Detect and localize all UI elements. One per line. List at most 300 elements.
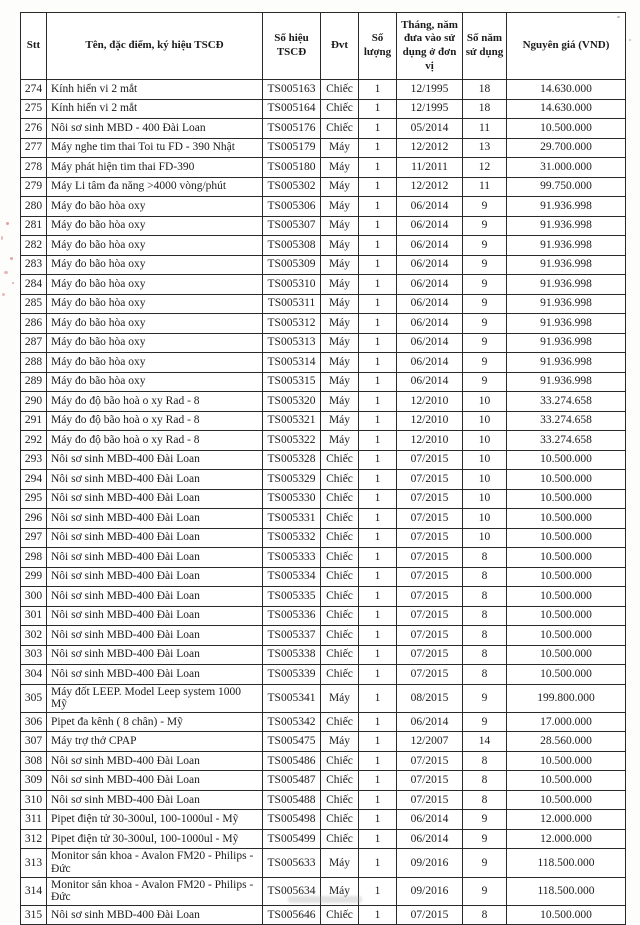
- column-header-qty: Số lượng: [359, 13, 397, 80]
- cell-date: 07/2015: [397, 548, 463, 568]
- cell-price: 17.000.000: [507, 712, 626, 732]
- cell-date: 12/2007: [397, 732, 463, 752]
- cell-qty: 1: [359, 138, 397, 158]
- cell-unit: Máy: [321, 732, 359, 752]
- cell-code: TS005164: [263, 99, 321, 119]
- cell-stt: 292: [21, 431, 47, 451]
- cell-name: Máy đo bão hòa oxy: [47, 255, 263, 275]
- scan-artifact-speck: [1, 236, 3, 240]
- cell-qty: 1: [359, 197, 397, 217]
- cell-name: Nôi sơ sinh MBD-400 Đài Loan: [47, 645, 263, 665]
- cell-name: Nôi sơ sinh MBD-400 Đài Loan: [47, 665, 263, 685]
- cell-code: TS005321: [263, 411, 321, 431]
- table-row: [21, 905, 626, 925]
- cell-code: TS005634: [263, 877, 321, 905]
- cell-unit: Máy: [321, 392, 359, 412]
- cell-years: 10: [463, 528, 507, 548]
- cell-years: 9: [463, 877, 507, 905]
- cell-price: 12.000.000: [507, 829, 626, 849]
- cell-price: 10.500.000: [507, 790, 626, 810]
- cell-stt: 285: [21, 294, 47, 314]
- cell-qty: 1: [359, 684, 397, 712]
- cell-price: 91.936.998: [507, 197, 626, 217]
- table-row: [21, 528, 626, 548]
- table-row: [21, 645, 626, 665]
- asset-table: [20, 12, 626, 925]
- cell-qty: 1: [359, 567, 397, 587]
- cell-code: TS005329: [263, 470, 321, 490]
- cell-date: 07/2015: [397, 751, 463, 771]
- cell-unit: Chiếc: [321, 771, 359, 791]
- table-row: [21, 411, 626, 431]
- cell-date: 07/2015: [397, 626, 463, 646]
- cell-code: TS005315: [263, 372, 321, 392]
- cell-years: 9: [463, 197, 507, 217]
- cell-date: 07/2015: [397, 790, 463, 810]
- cell-name: Máy đo bão hòa oxy: [47, 353, 263, 373]
- cell-name: Nôi sơ sinh MBD-400 Đài Loan: [47, 470, 263, 490]
- cell-unit: Máy: [321, 197, 359, 217]
- asset-table-header: [21, 13, 626, 80]
- cell-qty: 1: [359, 275, 397, 295]
- cell-stt: 305: [21, 684, 47, 712]
- cell-price: 91.936.998: [507, 372, 626, 392]
- cell-date: 06/2014: [397, 314, 463, 334]
- cell-code: TS005646: [263, 905, 321, 925]
- cell-unit: Chiếc: [321, 489, 359, 509]
- cell-code: TS005302: [263, 177, 321, 197]
- cell-date: 06/2014: [397, 333, 463, 353]
- column-header-code: Số hiệu TSCĐ: [263, 13, 321, 80]
- cell-name: Máy đo bão hòa oxy: [47, 372, 263, 392]
- cell-date: 12/2012: [397, 177, 463, 197]
- cell-qty: 1: [359, 548, 397, 568]
- cell-qty: 1: [359, 158, 397, 178]
- cell-name: Máy đo độ bão hoà o xy Rad - 8: [47, 411, 263, 431]
- cell-price: 10.500.000: [507, 606, 626, 626]
- cell-date: 12/1995: [397, 99, 463, 119]
- table-row: [21, 177, 626, 197]
- cell-date: 07/2015: [397, 567, 463, 587]
- cell-date: 07/2015: [397, 606, 463, 626]
- table-row: [21, 216, 626, 236]
- cell-stt: 296: [21, 509, 47, 529]
- cell-name: Máy đo độ bão hoà o xy Rad - 8: [47, 392, 263, 412]
- cell-price: 99.750.000: [507, 177, 626, 197]
- cell-qty: 1: [359, 905, 397, 925]
- cell-date: 11/2011: [397, 158, 463, 178]
- cell-stt: 277: [21, 138, 47, 158]
- cell-qty: 1: [359, 119, 397, 139]
- cell-price: 33.274.658: [507, 392, 626, 412]
- cell-date: 07/2015: [397, 509, 463, 529]
- table-row: [21, 450, 626, 470]
- cell-qty: 1: [359, 216, 397, 236]
- cell-qty: 1: [359, 771, 397, 791]
- cell-unit: Máy: [321, 353, 359, 373]
- cell-unit: Máy: [321, 294, 359, 314]
- cell-stt: 298: [21, 548, 47, 568]
- cell-price: 10.500.000: [507, 450, 626, 470]
- cell-years: 10: [463, 411, 507, 431]
- cell-code: TS005330: [263, 489, 321, 509]
- cell-code: TS005180: [263, 158, 321, 178]
- cell-unit: Chiếc: [321, 810, 359, 830]
- table-row: [21, 877, 626, 905]
- cell-years: 8: [463, 567, 507, 587]
- cell-unit: Máy: [321, 849, 359, 877]
- cell-date: 09/2016: [397, 877, 463, 905]
- cell-years: 10: [463, 450, 507, 470]
- cell-stt: 290: [21, 392, 47, 412]
- cell-price: 91.936.998: [507, 236, 626, 256]
- cell-code: TS005307: [263, 216, 321, 236]
- cell-qty: 1: [359, 877, 397, 905]
- cell-price: 10.500.000: [507, 665, 626, 685]
- cell-unit: Chiếc: [321, 645, 359, 665]
- cell-code: TS005633: [263, 849, 321, 877]
- table-row: [21, 80, 626, 100]
- column-header-stt: Stt: [21, 13, 47, 80]
- cell-stt: 293: [21, 450, 47, 470]
- cell-date: 06/2014: [397, 255, 463, 275]
- cell-years: 10: [463, 431, 507, 451]
- table-row: [21, 489, 626, 509]
- cell-price: 118.500.000: [507, 849, 626, 877]
- cell-name: Máy đo bão hòa oxy: [47, 275, 263, 295]
- cell-date: 06/2014: [397, 810, 463, 830]
- cell-code: TS005308: [263, 236, 321, 256]
- cell-years: 9: [463, 236, 507, 256]
- cell-stt: 312: [21, 829, 47, 849]
- cell-stt: 314: [21, 877, 47, 905]
- cell-qty: 1: [359, 255, 397, 275]
- column-header-date: Tháng, năm đưa vào sử dụng ở đơn vị: [397, 13, 463, 80]
- cell-qty: 1: [359, 645, 397, 665]
- cell-unit: Máy: [321, 411, 359, 431]
- cell-qty: 1: [359, 99, 397, 119]
- cell-unit: Chiếc: [321, 99, 359, 119]
- table-row: [21, 119, 626, 139]
- cell-name: Máy phát hiện tim thai FD-390: [47, 158, 263, 178]
- table-row: [21, 431, 626, 451]
- cell-unit: Máy: [321, 275, 359, 295]
- table-row: [21, 626, 626, 646]
- cell-code: TS005335: [263, 587, 321, 607]
- cell-years: 10: [463, 470, 507, 490]
- cell-stt: 297: [21, 528, 47, 548]
- cell-date: 07/2015: [397, 905, 463, 925]
- cell-unit: Chiếc: [321, 470, 359, 490]
- cell-price: 10.500.000: [507, 470, 626, 490]
- cell-years: 8: [463, 771, 507, 791]
- cell-stt: 291: [21, 411, 47, 431]
- cell-years: 9: [463, 353, 507, 373]
- cell-unit: Chiếc: [321, 548, 359, 568]
- cell-years: 9: [463, 712, 507, 732]
- cell-code: TS005499: [263, 829, 321, 849]
- cell-unit: Máy: [321, 216, 359, 236]
- cell-date: 06/2014: [397, 216, 463, 236]
- cell-unit: Chiếc: [321, 829, 359, 849]
- cell-code: TS005322: [263, 431, 321, 451]
- cell-price: 33.274.658: [507, 411, 626, 431]
- cell-unit: Máy: [321, 684, 359, 712]
- cell-stt: 302: [21, 626, 47, 646]
- cell-unit: Chiếc: [321, 119, 359, 139]
- cell-date: 06/2014: [397, 829, 463, 849]
- cell-name: Nôi sơ sinh MBD-400 Đài Loan: [47, 626, 263, 646]
- cell-date: 07/2015: [397, 470, 463, 490]
- cell-code: TS005333: [263, 548, 321, 568]
- cell-name: Kính hiển vi 2 mắt: [47, 80, 263, 100]
- table-row: [21, 372, 626, 392]
- cell-name: Pipet điện tử 30-300ul, 100-1000ul - Mỹ: [47, 829, 263, 849]
- cell-code: TS005341: [263, 684, 321, 712]
- column-header-years: Số năm sử dụng: [463, 13, 507, 80]
- cell-qty: 1: [359, 411, 397, 431]
- cell-stt: 306: [21, 712, 47, 732]
- cell-unit: Máy: [321, 431, 359, 451]
- cell-price: 91.936.998: [507, 333, 626, 353]
- cell-unit: Chiếc: [321, 509, 359, 529]
- cell-qty: 1: [359, 829, 397, 849]
- cell-years: 9: [463, 829, 507, 849]
- cell-qty: 1: [359, 587, 397, 607]
- cell-stt: 307: [21, 732, 47, 752]
- cell-name: Máy đo bão hòa oxy: [47, 216, 263, 236]
- cell-name: Nôi sơ sinh MBD-400 Đài Loan: [47, 751, 263, 771]
- column-header-price: Nguyên giá (VND): [507, 13, 626, 80]
- cell-name: Máy đo bão hòa oxy: [47, 314, 263, 334]
- cell-qty: 1: [359, 810, 397, 830]
- cell-qty: 1: [359, 177, 397, 197]
- cell-price: 91.936.998: [507, 353, 626, 373]
- cell-code: TS005498: [263, 810, 321, 830]
- column-header-name: Tên, đặc điểm, ký hiệu TSCĐ: [47, 13, 263, 80]
- cell-qty: 1: [359, 528, 397, 548]
- cell-date: 07/2015: [397, 587, 463, 607]
- cell-name: Máy Li tâm đa năng >4000 vòng/phút: [47, 177, 263, 197]
- cell-unit: Máy: [321, 138, 359, 158]
- cell-unit: Máy: [321, 158, 359, 178]
- cell-price: 118.500.000: [507, 877, 626, 905]
- cell-unit: Máy: [321, 372, 359, 392]
- cell-unit: Máy: [321, 177, 359, 197]
- cell-date: 07/2015: [397, 528, 463, 548]
- cell-name: Máy đo bão hòa oxy: [47, 197, 263, 217]
- cell-price: 91.936.998: [507, 314, 626, 334]
- cell-stt: 300: [21, 587, 47, 607]
- cell-code: TS005475: [263, 732, 321, 752]
- cell-qty: 1: [359, 489, 397, 509]
- cell-name: Máy đo bão hòa oxy: [47, 294, 263, 314]
- table-row: [21, 548, 626, 568]
- cell-qty: 1: [359, 751, 397, 771]
- cell-date: 12/1995: [397, 80, 463, 100]
- cell-price: 10.500.000: [507, 567, 626, 587]
- cell-date: 09/2016: [397, 849, 463, 877]
- cell-years: 14: [463, 732, 507, 752]
- table-row: [21, 255, 626, 275]
- cell-name: Nôi sơ sinh MBD-400 Đài Loan: [47, 606, 263, 626]
- cell-price: 31.000.000: [507, 158, 626, 178]
- cell-price: 14.630.000: [507, 80, 626, 100]
- cell-years: 8: [463, 790, 507, 810]
- cell-date: 06/2014: [397, 197, 463, 217]
- cell-date: 06/2014: [397, 712, 463, 732]
- cell-code: TS005337: [263, 626, 321, 646]
- cell-name: Nôi sơ sinh MBD-400 Đài Loan: [47, 548, 263, 568]
- cell-date: 12/2012: [397, 138, 463, 158]
- cell-years: 8: [463, 606, 507, 626]
- cell-code: TS005311: [263, 294, 321, 314]
- cell-date: 06/2014: [397, 294, 463, 314]
- cell-qty: 1: [359, 665, 397, 685]
- cell-stt: 278: [21, 158, 47, 178]
- cell-name: Máy đốt LEEP. Model Leep system 1000 Mỹ: [47, 684, 263, 712]
- cell-qty: 1: [359, 392, 397, 412]
- cell-name: Nôi sơ sinh MBD-400 Đài Loan: [47, 771, 263, 791]
- cell-qty: 1: [359, 353, 397, 373]
- cell-qty: 1: [359, 314, 397, 334]
- cell-name: Nôi sơ sinh MBD-400 Đài Loan: [47, 567, 263, 587]
- cell-years: 18: [463, 99, 507, 119]
- cell-stt: 280: [21, 197, 47, 217]
- cell-qty: 1: [359, 509, 397, 529]
- cell-years: 12: [463, 158, 507, 178]
- cell-stt: 301: [21, 606, 47, 626]
- cell-unit: Chiếc: [321, 450, 359, 470]
- cell-stt: 287: [21, 333, 47, 353]
- scan-artifact-speck: [12, 282, 14, 284]
- cell-years: 9: [463, 372, 507, 392]
- cell-date: 07/2015: [397, 645, 463, 665]
- cell-unit: Chiếc: [321, 665, 359, 685]
- table-row: [21, 158, 626, 178]
- cell-name: Máy trợ thở CPAP: [47, 732, 263, 752]
- cell-date: 07/2015: [397, 450, 463, 470]
- cell-years: 9: [463, 314, 507, 334]
- cell-qty: 1: [359, 80, 397, 100]
- cell-unit: Chiếc: [321, 790, 359, 810]
- cell-name: Nôi sơ sinh MBD-400 Đài Loan: [47, 790, 263, 810]
- cell-price: 10.500.000: [507, 528, 626, 548]
- table-row: [21, 392, 626, 412]
- cell-unit: Chiếc: [321, 626, 359, 646]
- cell-stt: 299: [21, 567, 47, 587]
- cell-code: TS005179: [263, 138, 321, 158]
- scan-artifact-speck: [10, 257, 13, 260]
- cell-years: 8: [463, 587, 507, 607]
- cell-stt: 288: [21, 353, 47, 373]
- cell-stt: 283: [21, 255, 47, 275]
- cell-price: 29.700.000: [507, 138, 626, 158]
- cell-name: Nôi sơ sinh MBD-400 Đài Loan: [47, 489, 263, 509]
- cell-code: TS005313: [263, 333, 321, 353]
- cell-name: Nôi sơ sinh MBD-400 Đài Loan: [47, 587, 263, 607]
- table-row: [21, 684, 626, 712]
- cell-date: 06/2014: [397, 275, 463, 295]
- cell-code: TS005328: [263, 450, 321, 470]
- table-row: [21, 509, 626, 529]
- cell-years: 10: [463, 509, 507, 529]
- cell-price: 10.500.000: [507, 645, 626, 665]
- cell-name: Nôi sơ sinh MBD - 400 Đài Loan: [47, 119, 263, 139]
- cell-name: Monitor sản khoa - Avalon FM20 - Philips - Đức: [47, 849, 263, 877]
- cell-stt: 284: [21, 275, 47, 295]
- cell-stt: 315: [21, 905, 47, 925]
- cell-years: 10: [463, 489, 507, 509]
- cell-name: Pipet đa kênh ( 8 chân) - Mỹ: [47, 712, 263, 732]
- cell-stt: 275: [21, 99, 47, 119]
- table-row: [21, 567, 626, 587]
- cell-stt: 304: [21, 665, 47, 685]
- cell-unit: Chiếc: [321, 80, 359, 100]
- cell-unit: Chiếc: [321, 905, 359, 925]
- cell-stt: 310: [21, 790, 47, 810]
- cell-name: Monitor sản khoa - Avalon FM20 - Philips - Đức: [47, 877, 263, 905]
- cell-code: TS005486: [263, 751, 321, 771]
- cell-date: 06/2014: [397, 372, 463, 392]
- table-row: [21, 751, 626, 771]
- table-row: [21, 333, 626, 353]
- cell-unit: Máy: [321, 236, 359, 256]
- table-row: [21, 587, 626, 607]
- cell-date: 12/2010: [397, 411, 463, 431]
- cell-years: 9: [463, 275, 507, 295]
- cell-stt: 303: [21, 645, 47, 665]
- cell-stt: 309: [21, 771, 47, 791]
- cell-price: 14.630.000: [507, 99, 626, 119]
- cell-date: 07/2015: [397, 489, 463, 509]
- cell-price: 91.936.998: [507, 216, 626, 236]
- cell-qty: 1: [359, 236, 397, 256]
- cell-name: Nôi sơ sinh MBD-400 Đài Loan: [47, 450, 263, 470]
- cell-stt: 289: [21, 372, 47, 392]
- cell-name: Nôi sơ sinh MBD-400 Đài Loan: [47, 528, 263, 548]
- cell-code: TS005332: [263, 528, 321, 548]
- cell-years: 9: [463, 255, 507, 275]
- cell-price: 33.274.658: [507, 431, 626, 451]
- cell-date: 12/2010: [397, 392, 463, 412]
- table-row: [21, 236, 626, 256]
- cell-code: TS005312: [263, 314, 321, 334]
- cell-years: 8: [463, 548, 507, 568]
- scan-artifact-speck: [6, 222, 9, 225]
- table-row: [21, 197, 626, 217]
- table-row: [21, 99, 626, 119]
- table-row: [21, 849, 626, 877]
- cell-name: Máy đo bão hòa oxy: [47, 236, 263, 256]
- scan-artifact-speck: [4, 271, 8, 274]
- table-row: [21, 790, 626, 810]
- table-row: [21, 470, 626, 490]
- cell-name: Nôi sơ sinh MBD-400 Đài Loan: [47, 905, 263, 925]
- asset-table-body: [21, 80, 626, 925]
- cell-price: 28.560.000: [507, 732, 626, 752]
- cell-years: 8: [463, 665, 507, 685]
- cell-name: Kính hiển vi 2 mắt: [47, 99, 263, 119]
- cell-years: 9: [463, 294, 507, 314]
- cell-unit: Chiếc: [321, 567, 359, 587]
- scan-artifact-speck: [629, 39, 631, 41]
- cell-years: 9: [463, 810, 507, 830]
- cell-price: 10.500.000: [507, 771, 626, 791]
- cell-qty: 1: [359, 712, 397, 732]
- cell-years: 11: [463, 119, 507, 139]
- cell-unit: Chiếc: [321, 587, 359, 607]
